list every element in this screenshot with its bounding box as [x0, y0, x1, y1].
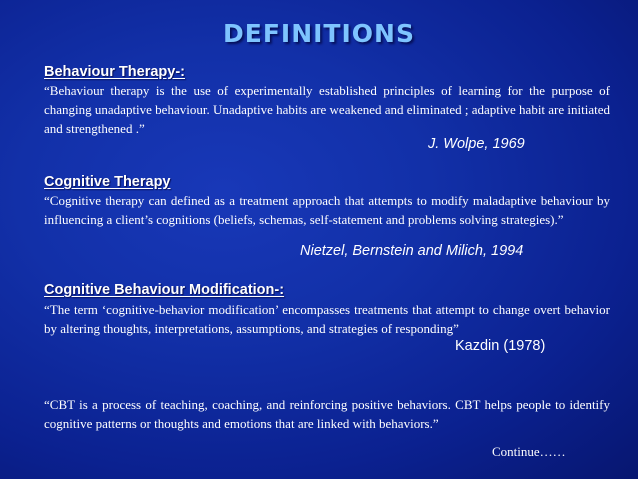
- definition-behaviour-therapy: “Behaviour therapy is the use of experimentally established principles of learning for the purpose of changing unadaptive behaviour. Unadaptive habits are weakened and eliminated ; adaptive habit are initiated and strengthened .”: [44, 83, 611, 136]
- heading-cognitive-behaviour-modification: Cognitive Behaviour Modification-:: [44, 282, 285, 298]
- cbt-quote: “CBT is a process of teaching, coaching, and reinforcing positive behaviors. CBT helps people to identify cognitive patterns or thoughts and emotions that are linked with behaviors.”: [44, 397, 610, 431]
- citation-wolpe: J. Wolpe, 1969: [428, 136, 525, 152]
- slide-title: DEFINITIONS: [223, 19, 415, 48]
- citation-nietzel: Nietzel, Bernstein and Milich, 1994: [300, 243, 524, 259]
- citation-kazdin: Kazdin (1978): [455, 338, 546, 354]
- definition-cognitive-behaviour-modification: “The term ‘cognitive-behavior modification’ encompasses treatments that attempt to change overt behavior by altering thoughts, interpretations, assumptions, and strategies of responding”: [44, 302, 610, 336]
- continue-label: Continue……: [492, 444, 566, 459]
- definition-cognitive-therapy: “Cognitive therapy can defined as a treatment approach that attempts to modify maladaptive behaviour by influencing a client’s cognitions (beliefs, schemas, self-statement and problems solving strategies).”: [44, 193, 610, 227]
- heading-behaviour-therapy: Behaviour Therapy-:: [44, 64, 185, 80]
- heading-cognitive-therapy: Cognitive Therapy: [44, 174, 171, 190]
